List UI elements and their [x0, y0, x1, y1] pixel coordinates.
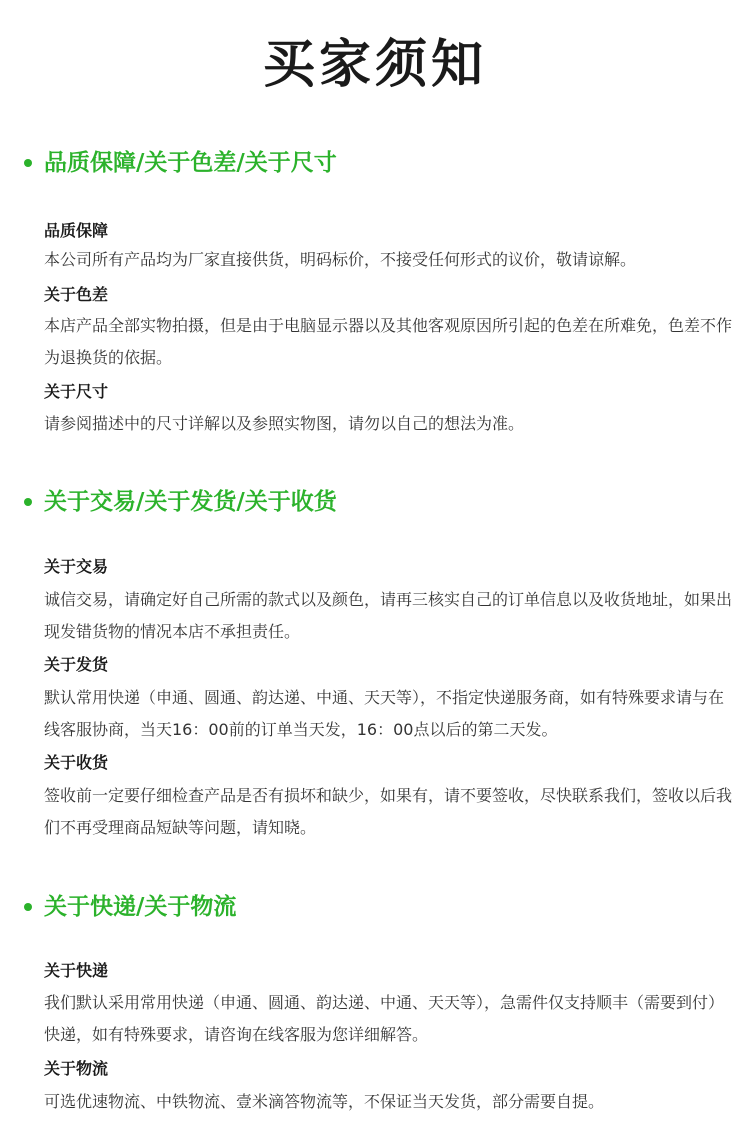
item-text-express: 我们默认采用常用快递（申通、圆通、韵达递、中通、天天等），急需件仅支持顺丰（需要到付）快递，如有特殊要求，请咨询在线客服为您详细解答。	[44, 993, 725, 1044]
green-dot-icon	[24, 159, 32, 167]
item-text-quality: 本公司所有产品均为厂家直接供货，明码标价，不接受任何形式的议价，敬请谅解。	[44, 250, 637, 269]
section-heading-trade	[24, 485, 337, 519]
section-title: 关于交易/关于发货/关于收货	[44, 489, 337, 515]
section-heading-quality	[24, 146, 337, 180]
item-text-shipping: 默认常用快递（申通、圆通、韵达递、中通、天天等），不指定快递服务商，如有特殊要求请与在线客服协商，当天16：00前的订单当天发，16：00点以后的第二天发。	[44, 688, 725, 739]
page-title: 买家须知	[262, 35, 487, 95]
section-title: 品质保障/关于色差/关于尺寸	[44, 150, 337, 176]
item-title-shipping: 关于发货	[44, 655, 109, 674]
item-title-receiving: 关于收货	[44, 753, 109, 772]
item-title-color: 关于色差	[44, 285, 109, 304]
item-text-logistics: 可选优速物流、中铁物流、壹米滴答物流等，不保证当天发货，部分需要自提。	[44, 1092, 605, 1111]
item-title-size: 关于尺寸	[44, 382, 109, 401]
section-title: 关于快递/关于物流	[44, 894, 237, 920]
item-title-express: 关于快递	[44, 961, 109, 980]
green-dot-icon	[24, 498, 32, 506]
item-text-size: 请参阅描述中的尺寸详解以及参照实物图，请勿以自己的想法为准。	[44, 414, 525, 433]
section-heading-express	[24, 890, 236, 924]
item-text-color: 本店产品全部实物拍摄，但是由于电脑显示器以及其他客观原因所引起的色差在所难免，色差不作为退换货的依据。	[44, 316, 733, 367]
item-text-receiving: 签收前一定要仔细检查产品是否有损坏和缺少，如果有，请不要签收，尽快联系我们，签收以后我们不再受理商品短缺等问题，请知晓。	[44, 786, 733, 837]
item-text-trade: 诚信交易，请确定好自己所需的款式以及颜色，请再三核实自己的订单信息以及收货地址，如果出现发错货物的情况本店不承担责任。	[44, 590, 733, 641]
green-dot-icon	[24, 903, 32, 911]
item-title-trade: 关于交易	[44, 557, 109, 576]
item-title-quality: 品质保障	[44, 221, 109, 240]
item-title-logistics: 关于物流	[44, 1059, 109, 1078]
